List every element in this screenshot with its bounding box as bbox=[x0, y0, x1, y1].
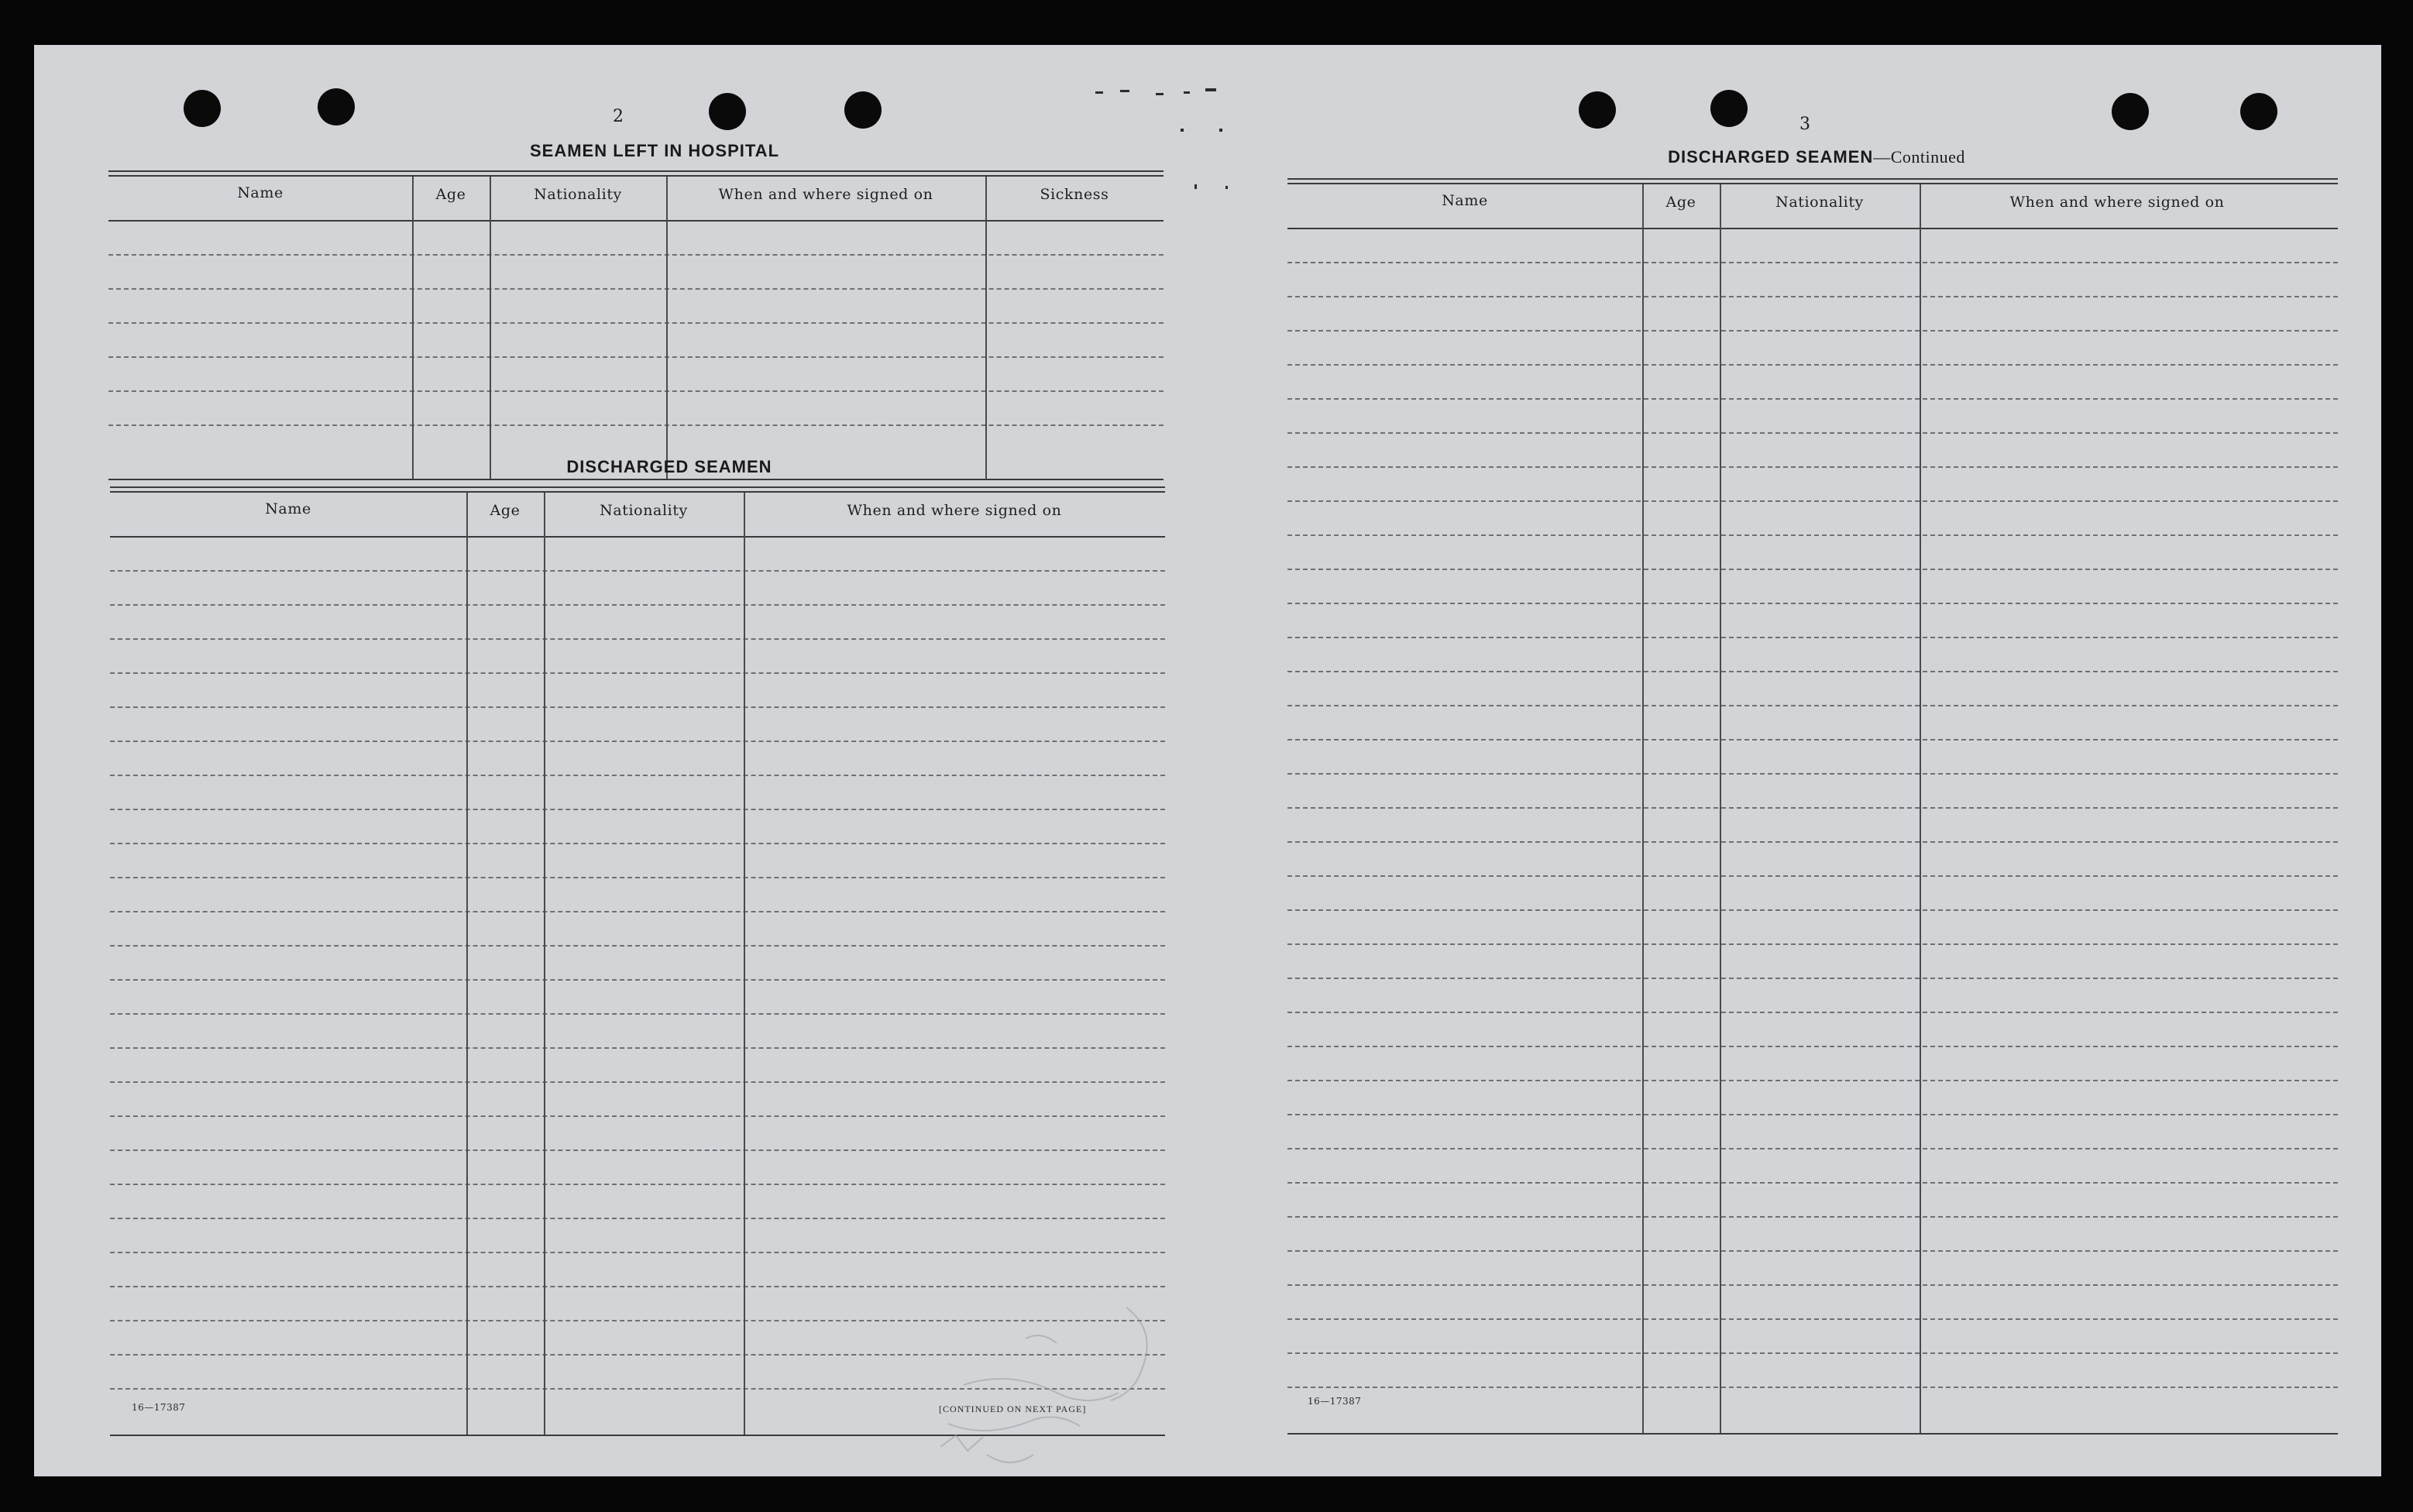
discharged-section-title: DISCHARGED SEAMEN bbox=[566, 457, 772, 476]
column-header-when-where: When and where signed on bbox=[2009, 194, 2225, 211]
continued-note: [CONTINUED ON NEXT PAGE] bbox=[939, 1404, 1087, 1414]
section-title-suffix: —Continued bbox=[1873, 147, 1965, 167]
column-header-name: Name bbox=[265, 500, 311, 517]
column-header-name: Name bbox=[237, 184, 284, 201]
form-sheet bbox=[34, 45, 2381, 1476]
section-title-text: DISCHARGED SEAMEN bbox=[1668, 147, 1874, 167]
discharged-continued-table bbox=[1287, 178, 2338, 1436]
page-number-right: 3 bbox=[1799, 115, 1810, 134]
column-header-nationality: Nationality bbox=[1775, 194, 1864, 211]
column-header-when-where: When and where signed on bbox=[847, 502, 1062, 519]
column-header-age: Age bbox=[435, 186, 466, 203]
faint-stamp bbox=[933, 1292, 1188, 1493]
column-header-name: Name bbox=[1442, 192, 1488, 209]
column-header-when-where: When and where signed on bbox=[718, 186, 933, 203]
hospital-table bbox=[108, 170, 1164, 480]
page-number-left: 2 bbox=[613, 107, 624, 126]
column-header-nationality: Nationality bbox=[600, 502, 688, 519]
column-header-sickness: Sickness bbox=[1040, 186, 1109, 203]
form-number-left: 16—17387 bbox=[132, 1402, 186, 1413]
scan-specks bbox=[34, 45, 2381, 200]
column-header-age: Age bbox=[1665, 194, 1696, 211]
column-header-age: Age bbox=[490, 502, 521, 519]
column-header-nationality: Nationality bbox=[534, 186, 622, 203]
hospital-section-title: SEAMEN LEFT IN HOSPITAL bbox=[529, 141, 780, 160]
form-number-right: 16—17387 bbox=[1308, 1396, 1362, 1407]
